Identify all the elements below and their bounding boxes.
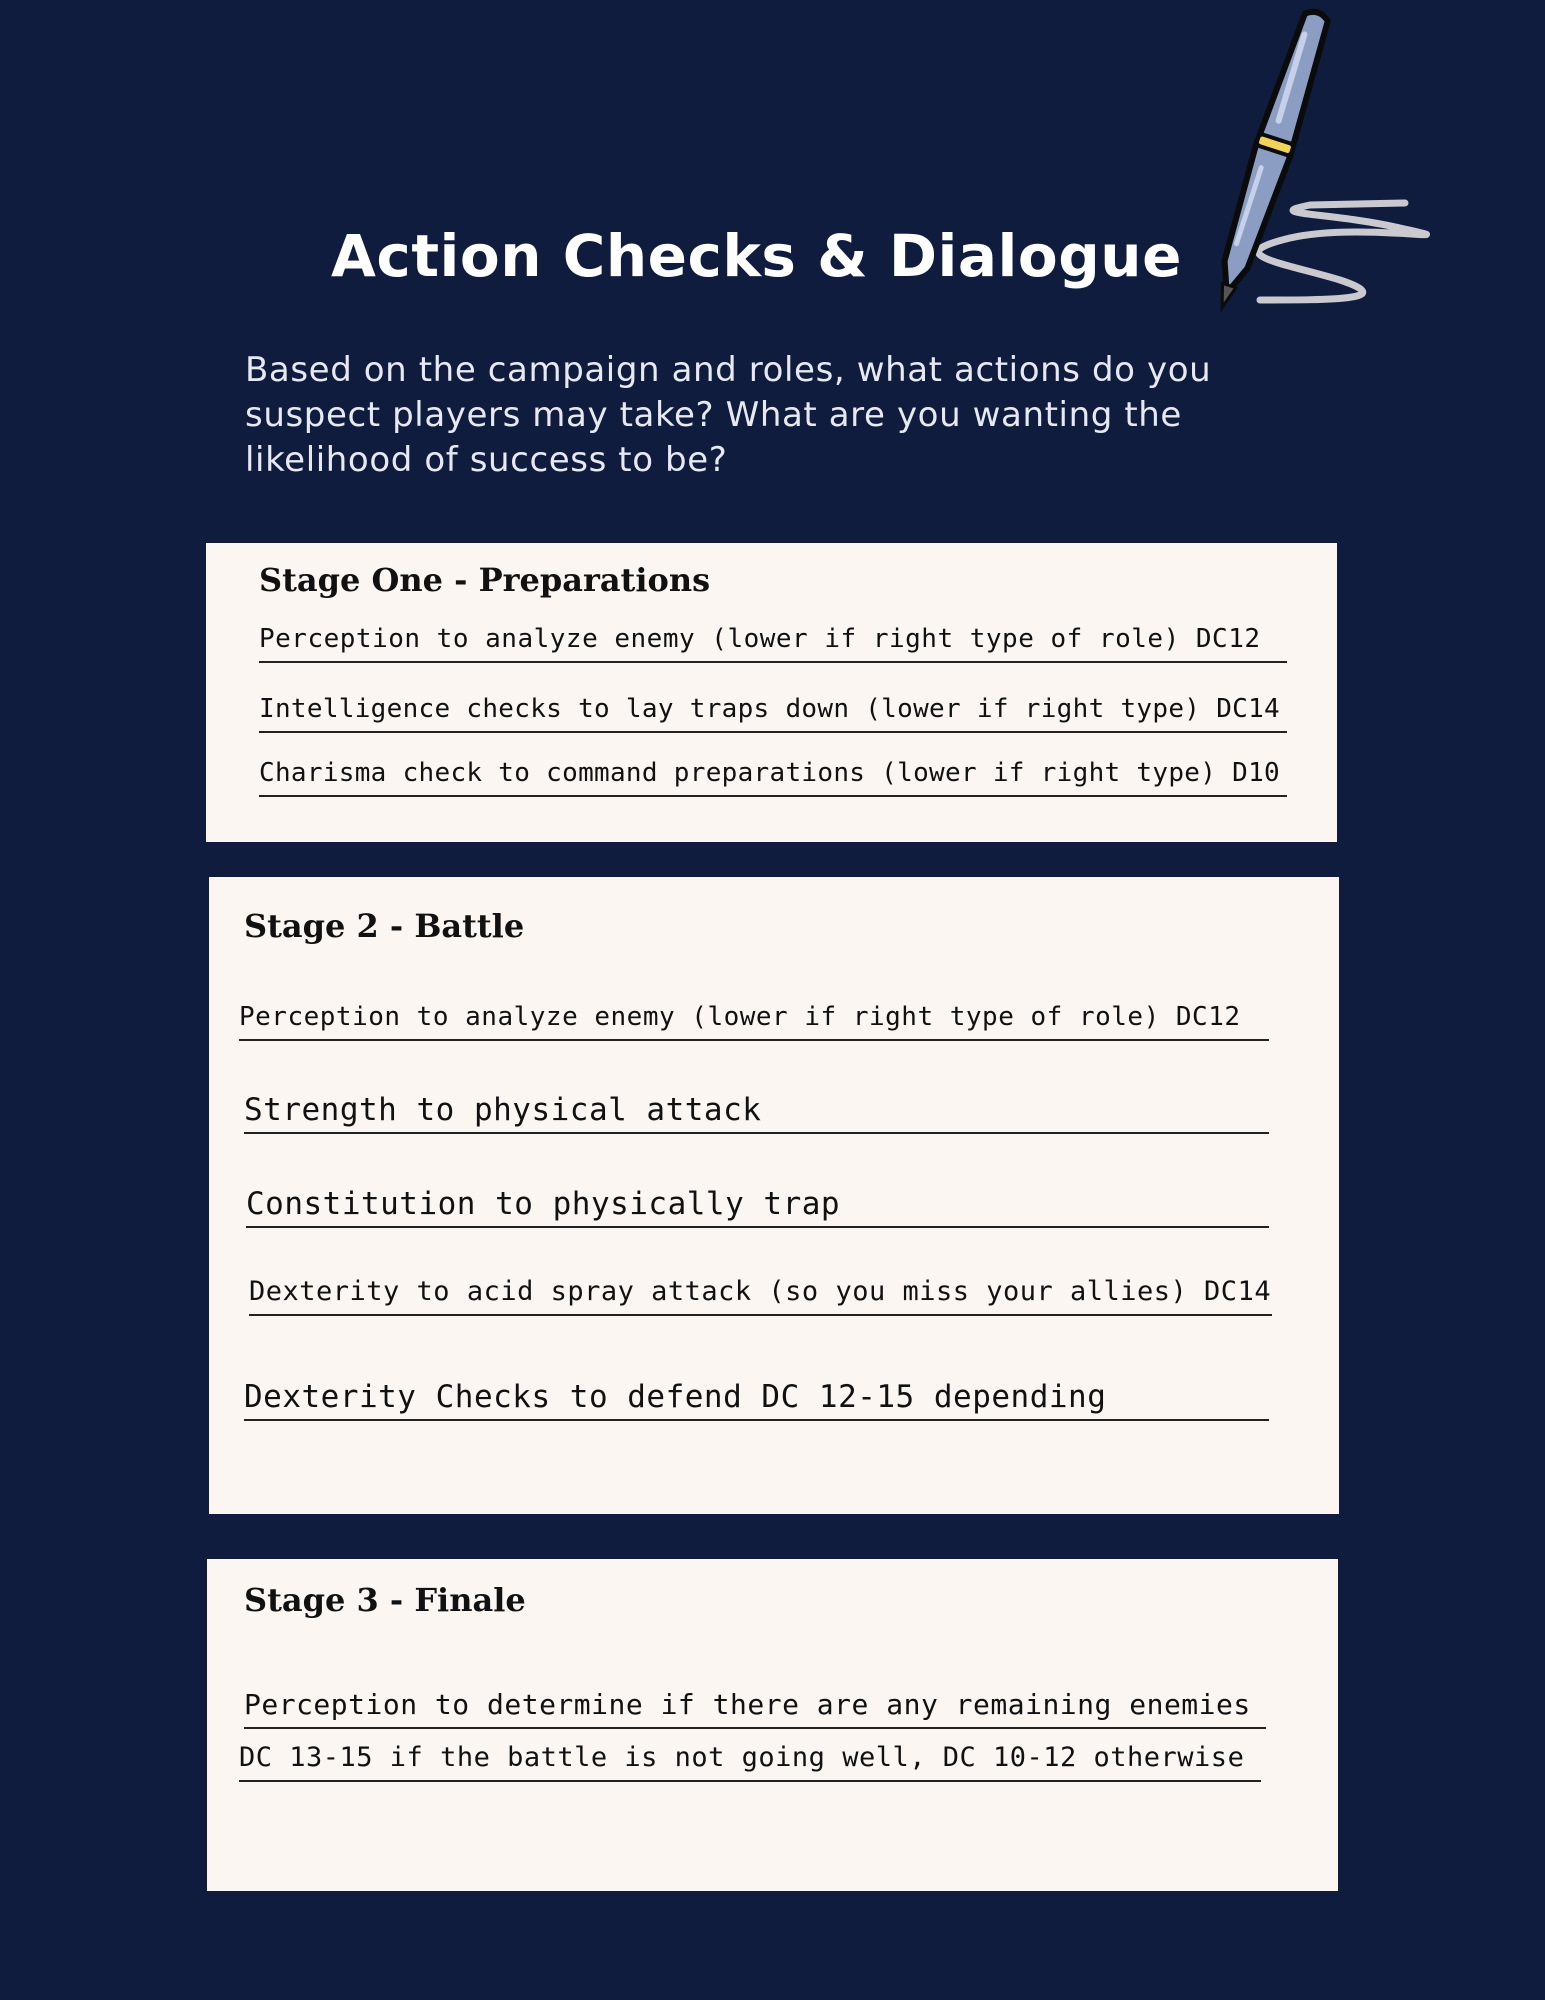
intro-text: Based on the campaign and roles, what actions do you suspect players may take? What are you wanting the likelihood of success to be?: [245, 350, 1212, 480]
check-line: Perception to analyze enemy (lower if right type of role) DC12: [259, 619, 1287, 663]
check-line: Constitution to physically trap: [246, 1184, 1269, 1228]
stage-card-3: [207, 1559, 1338, 1891]
stage-heading: Stage 3 - Finale: [244, 1581, 526, 1619]
stage-card-1: [206, 543, 1337, 842]
page-title: Action Checks & Dialogue: [331, 222, 1182, 290]
check-line: Intelligence checks to lay traps down (lower if right type) DC14: [259, 689, 1287, 733]
stage-card-2: [209, 877, 1339, 1514]
check-line: Strength to physical attack: [244, 1090, 1269, 1134]
check-line: Perception to analyze enemy (lower if right type of role) DC12: [239, 997, 1269, 1041]
check-line: Perception to determine if there are any remaining enemies: [244, 1685, 1266, 1729]
check-line: Dexterity Checks to defend DC 12-15 depending: [244, 1377, 1269, 1421]
stage-heading: Stage 2 - Battle: [244, 907, 525, 945]
stage-heading: Stage One - Preparations: [259, 561, 711, 599]
check-line: Charisma check to command preparations (lower if right type) D10: [259, 753, 1287, 797]
check-line: DC 13-15 if the battle is not going well, DC 10-12 otherwise: [239, 1738, 1261, 1782]
check-line: Dexterity to acid spray attack (so you miss your allies) DC14: [249, 1272, 1272, 1316]
